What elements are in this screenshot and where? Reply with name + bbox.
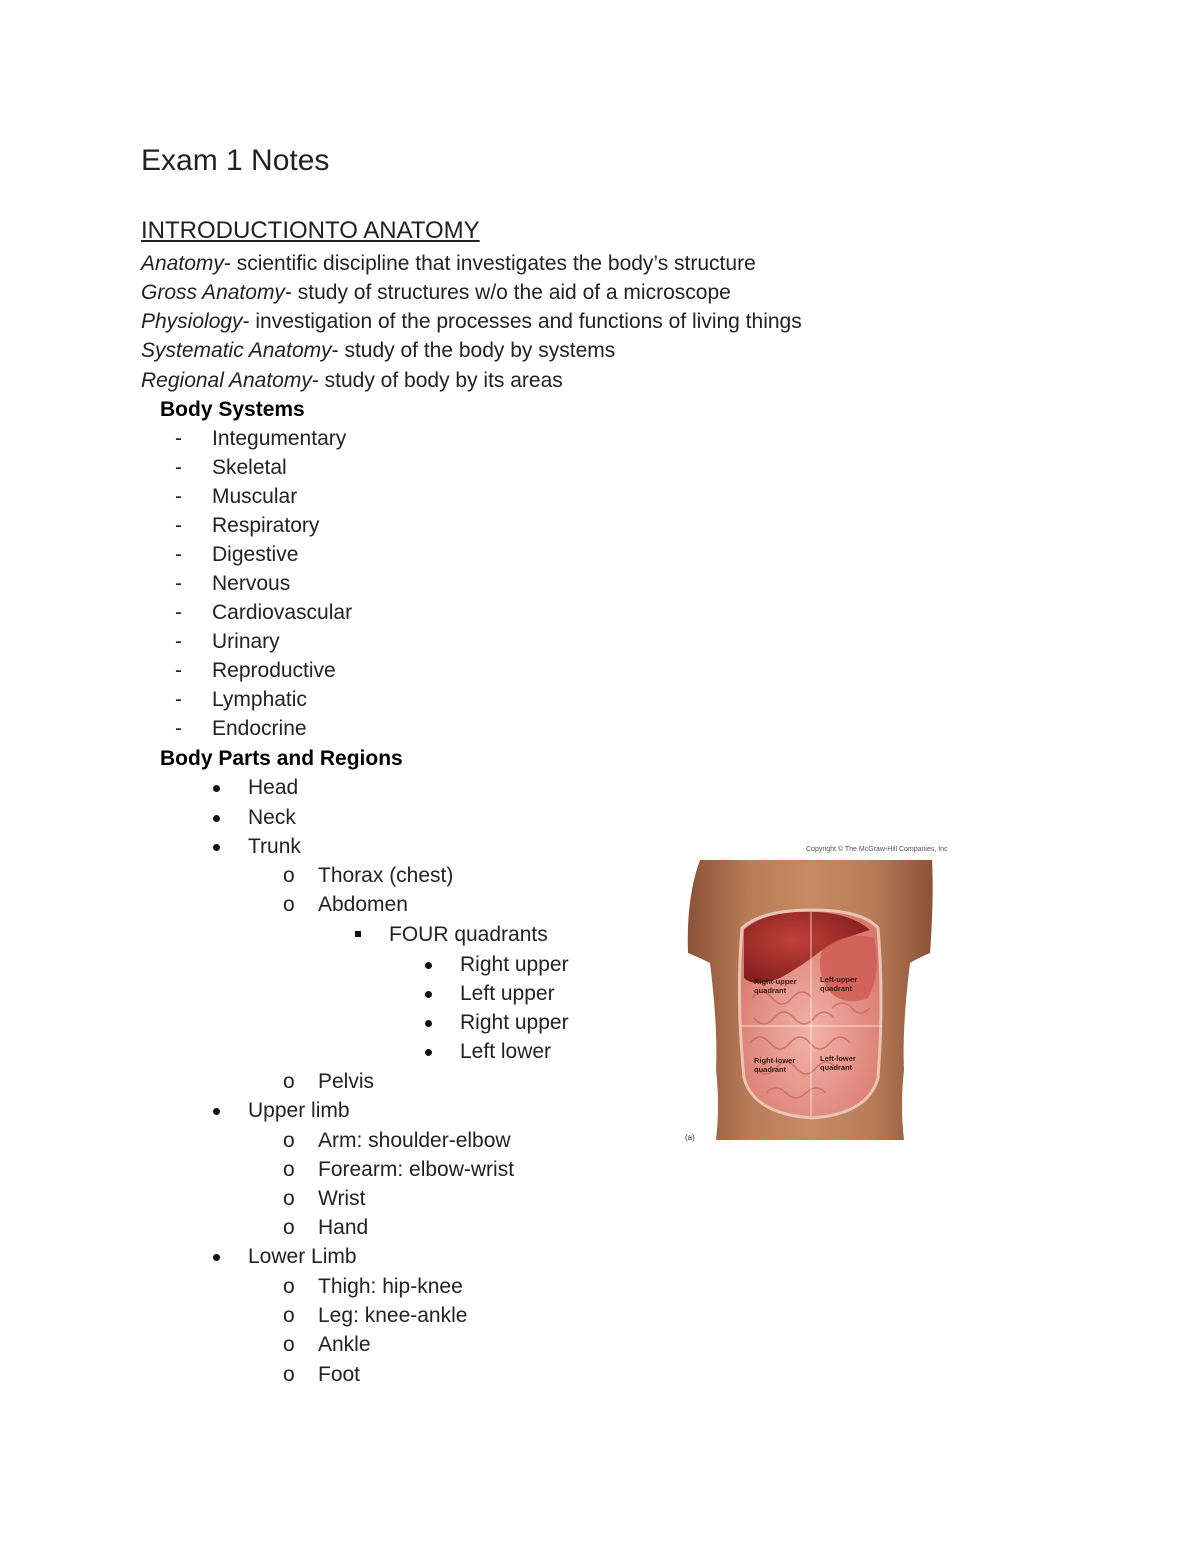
list-item: Lymphatic (212, 688, 307, 711)
list-item: Muscular (212, 485, 298, 508)
quadrant-label: Left-upper (820, 975, 858, 984)
list-item: Forearm: elbow-wrist (318, 1158, 515, 1181)
list-item: FOUR quadrants (389, 923, 548, 946)
copyright-text: Copyright © The McGraw-Hill Companies, Inc (806, 846, 948, 853)
bullet-icon (213, 815, 220, 822)
list-item: Thorax (chest) (318, 864, 454, 887)
definition-regional-anatomy (141, 367, 563, 395)
list-item: Ankle (318, 1333, 371, 1356)
figure-label: (a) (685, 1133, 695, 1142)
square-bullet-icon (355, 931, 361, 937)
list-item: Urinary (212, 630, 280, 653)
bullet-icon (213, 1254, 220, 1261)
list-item: Trunk (248, 835, 301, 858)
definition-term: Anatomy (141, 252, 224, 275)
definition-anatomy (141, 250, 756, 278)
bullet-icon (425, 1049, 432, 1056)
definition-systematic-anatomy (141, 337, 615, 365)
quadrant-label: Left-lower (820, 1054, 856, 1063)
quadrant-label: quadrant (754, 986, 787, 995)
definition-text: - investigation of the processes and functions of living things (242, 310, 802, 333)
quadrant-label: quadrant (754, 1065, 787, 1074)
list-item: Foot (318, 1363, 361, 1386)
circle-bullet-icon: o (283, 1070, 295, 1093)
list-item: Reproductive (212, 659, 336, 682)
circle-bullet-icon: o (283, 1158, 295, 1181)
bullet-icon (213, 785, 220, 792)
section-heading: INTRODUCTIONTO ANATOMY (141, 217, 480, 244)
definition-term: Gross Anatomy (141, 281, 285, 304)
definition-term: Regional Anatomy (141, 369, 312, 392)
circle-bullet-icon: o (283, 1363, 295, 1386)
circle-bullet-icon: o (283, 864, 295, 887)
list-item: Hand (318, 1216, 369, 1239)
list-item: Thigh: hip-knee (318, 1275, 463, 1298)
list-item: Lower Limb (248, 1245, 357, 1268)
bullet-icon (213, 1108, 220, 1115)
definition-text: - study of body by its areas (311, 369, 563, 392)
body-parts-heading: Body Parts and Regions (160, 747, 403, 770)
definition-term: Physiology (141, 310, 243, 333)
quadrant-label: quadrant (820, 1063, 853, 1072)
list-item: Endocrine (212, 717, 307, 740)
page-title: Exam 1 Notes (141, 144, 330, 177)
circle-bullet-icon: o (283, 1333, 295, 1356)
circle-bullet-icon: o (283, 893, 295, 916)
abdominal-quadrants-figure (682, 838, 958, 1148)
list-item: Leg: knee-ankle (318, 1304, 468, 1327)
list-item: Abdomen (318, 893, 408, 916)
bullet-icon (425, 962, 432, 969)
list-item: Left lower (460, 1040, 552, 1063)
circle-bullet-icon: o (283, 1275, 295, 1298)
list-item: Head (248, 776, 299, 799)
list-item: Nervous (212, 572, 291, 595)
definition-text: - study of the body by systems (331, 339, 616, 362)
quadrant-label: Right-lower (754, 1056, 796, 1065)
circle-bullet-icon: o (283, 1304, 295, 1327)
list-item: Pelvis (318, 1070, 375, 1093)
list-item: Cardiovascular (212, 601, 353, 624)
list-item: Right upper (460, 1011, 569, 1034)
quadrant-label: quadrant (820, 984, 853, 993)
definition-text: - study of structures w/o the aid of a microscope (284, 281, 731, 304)
list-item: Neck (248, 806, 296, 829)
bullet-icon (213, 844, 220, 851)
body-systems-heading: Body Systems (160, 398, 305, 421)
list-item: Arm: shoulder-elbow (318, 1129, 511, 1152)
circle-bullet-icon: o (283, 1129, 295, 1152)
bullet-icon (425, 991, 432, 998)
list-item: Integumentary (212, 427, 347, 450)
definition-gross-anatomy (141, 279, 731, 307)
list-item: Upper limb (248, 1099, 350, 1122)
circle-bullet-icon: o (283, 1216, 295, 1239)
definition-text: - scientific discipline that investigates the body’s structure (223, 252, 756, 275)
list-item: Digestive (212, 543, 299, 566)
list-item: Left upper (460, 982, 555, 1005)
circle-bullet-icon: o (283, 1187, 295, 1210)
quadrant-label: Right-upper (754, 977, 797, 986)
list-item: Wrist (318, 1187, 366, 1210)
bullet-icon (425, 1020, 432, 1027)
definition-term: Systematic Anatomy (141, 339, 332, 362)
definition-physiology (141, 308, 802, 336)
list-item: Skeletal (212, 456, 287, 479)
list-item: Respiratory (212, 514, 320, 537)
list-item: Right upper (460, 953, 569, 976)
